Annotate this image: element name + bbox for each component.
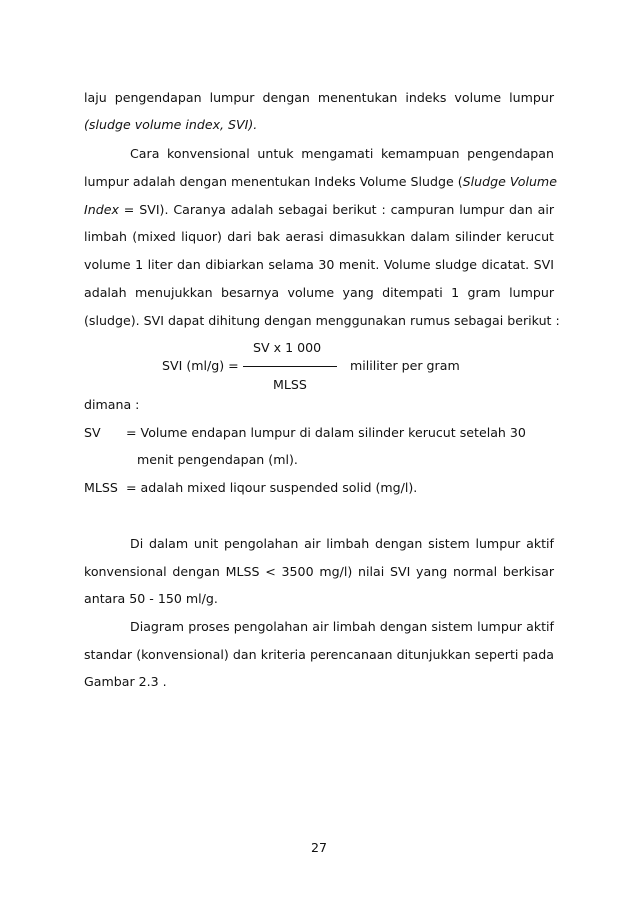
paragraph-line — [84, 202, 554, 218]
paragraph-line: volume 1 liter dan dibiarkan selama 30 menit. Volume sludge dicatat. SVI — [84, 257, 554, 272]
paragraph-line: Diagram proses pengolahan air limbah dengan sistem lumpur aktif — [130, 619, 554, 634]
paragraph-line: limbah (mixed liquor) dari bak aerasi dimasukkan dalam silinder kerucut — [84, 229, 554, 244]
definition-term: MLSS — [84, 480, 118, 495]
paragraph-line: standar (konvensional) dan kriteria perencanaan ditunjukkan seperti pada — [84, 647, 554, 662]
italic-term: Sludge Volume — [462, 174, 557, 189]
formula-numerator: SV x 1 000 — [253, 340, 322, 355]
italic-term: Index — [84, 202, 119, 217]
formula-unit: mililiter per gram — [350, 358, 460, 373]
definition-text: = Volume endapan lumpur di dalam silinder kerucut setelah 30 — [126, 425, 526, 440]
text-run: lumpur adalah dengan menentukan Indeks Volume Sludge ( — [84, 174, 463, 189]
paragraph-line: Gambar 2.3 . — [84, 674, 167, 689]
fraction-bar — [243, 366, 337, 367]
paragraph-line: (sludge). SVI dapat dihitung dengan menggunakan rumus sebagai berikut : — [84, 313, 560, 328]
paragraph-line: laju pengendapan lumpur dengan menentukan indeks volume lumpur — [84, 90, 554, 105]
paragraph-line: konvensional dengan MLSS < 3500 mg/l) nilai SVI yang normal berkisar — [84, 564, 554, 579]
paragraph-line: Cara konvensional untuk mengamati kemampuan pengendapan — [130, 146, 554, 161]
paragraph-line — [84, 174, 557, 190]
paragraph-line: (sludge volume index, SVI). — [84, 117, 258, 132]
paragraph-line: antara 50 - 150 ml/g. — [84, 591, 218, 606]
formula-lhs: SVI (ml/g) = — [162, 358, 239, 373]
paragraph-line: adalah menujukkan besarnya volume yang ditempati 1 gram lumpur — [84, 285, 554, 300]
text-run: = SVI). Caranya adalah sebagai berikut : campuran lumpur dan air — [118, 202, 554, 217]
paragraph-line: Di dalam unit pengolahan air limbah dengan sistem lumpur aktif — [130, 536, 554, 551]
definition-text: = adalah mixed liqour suspended solid (mg/l). — [126, 480, 418, 495]
definition-term: SV — [84, 425, 101, 440]
page-number: 27 — [310, 840, 328, 855]
definition-text: menit pengendapan (ml). — [137, 452, 298, 467]
formula-denominator: MLSS — [273, 377, 307, 392]
definitions-intro: dimana : — [84, 397, 140, 412]
